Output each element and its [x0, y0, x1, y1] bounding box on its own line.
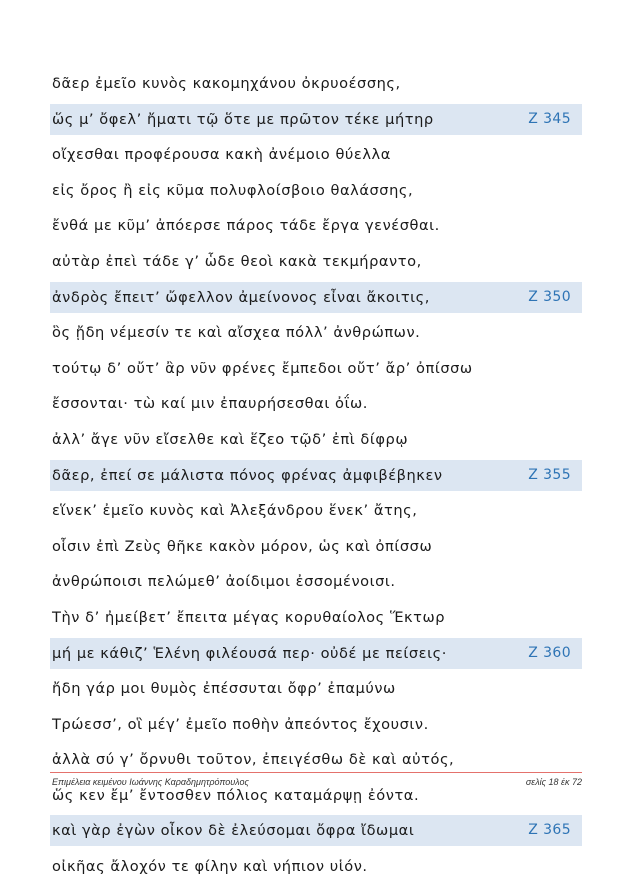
verse-text: ἔνθά με κῦμ’ ἀπόερσε πάρος τάδε ἔργα γενέσθαι.: [52, 217, 440, 235]
verse-line: [50, 424, 582, 455]
verse-text: ἀνδρὸς ἔπειτ’ ὤφελλον ἀμείνονος εἶναι ἄκοιτις,: [52, 288, 430, 306]
verse-line: [50, 175, 582, 206]
verse-text: οἷσιν ἐπὶ Ζεὺς θῆκε κακὸν μόρον, ὡς καὶ ὀπίσσω: [52, 537, 433, 555]
verse-text: οἴχεσθαι προφέρουσα κακὴ ἀνέμοιο θύελλα: [52, 146, 391, 164]
verse-text: ἔσσονται· τὼ καί μιν ἐπαυρήσεσθαι ὀΐω.: [52, 395, 368, 413]
verse-text: ὥς μ’ ὄφελ’ ἤματι τῷ ὅτε με πρῶτον τέκε μήτηρ: [52, 110, 434, 128]
verse-text: δᾶερ ἐμεῖο κυνὸς κακομηχάνου ὀκρυοέσσης,: [52, 75, 401, 92]
verse-line: [50, 709, 582, 740]
verse-list: [50, 68, 582, 882]
verse-number: Ζ 365: [528, 822, 571, 839]
verse-line: [50, 673, 582, 704]
verse-line: [50, 353, 582, 384]
verse-line-numbered: [50, 460, 582, 491]
footer-editor-credit: Επιμέλεια κειμένου Ιωάννης Καραδημητρόπουλος: [52, 777, 249, 787]
footer-divider: [50, 772, 582, 773]
verse-text: μή με κάθιζ’ Ἑλένη φιλέουσά περ· οὐδέ με πείσεις·: [52, 644, 447, 662]
verse-number: Ζ 360: [528, 644, 571, 661]
verse-line: [50, 139, 582, 170]
verse-line: [50, 531, 582, 562]
verse-text: ὃς ᾔδη νέμεσίν τε καὶ αἴσχεα πόλλ’ ἀνθρώπων.: [52, 324, 421, 342]
verse-line: [50, 317, 582, 348]
verse-number: Ζ 355: [528, 466, 571, 483]
verse-text: ἤδη γάρ μοι θυμὸς ἐπέσσυται ὄφρ’ ἐπαμύνω: [52, 680, 396, 698]
verse-text: εἵνεκ’ ἐμεῖο κυνὸς καὶ Ἀλεξάνδρου ἕνεκ’ ἄτης,: [52, 502, 418, 520]
verse-line-numbered: [50, 104, 582, 135]
footer-page-number: σελίς 18 έκ 72: [525, 777, 582, 787]
verse-text: ἀνθρώποισι πελώμεθ’ ἀοίδιμοι ἐσσομένοισι.: [52, 573, 396, 591]
verse-line-numbered: [50, 815, 582, 846]
verse-text: οἰκῆας ἄλοχόν τε φίλην καὶ νήπιον υἱόν.: [52, 858, 368, 876]
verse-line: [50, 246, 582, 277]
verse-line-numbered: [50, 638, 582, 669]
verse-line: [50, 495, 582, 526]
verse-line: [50, 851, 582, 882]
verse-number: Ζ 345: [528, 110, 571, 127]
verse-text: τούτῳ δ’ οὔτ’ ἂρ νῦν φρένες ἔμπεδοι οὔτ’ ἄρ’ ὀπίσσω: [52, 359, 473, 377]
verse-text: δᾶερ, ἐπεί σε μάλιστα πόνος φρένας ἀμφιβέβηκεν: [52, 466, 443, 484]
verse-text: αὐτὰρ ἐπεὶ τάδε γ’ ὧδε θεοὶ κακὰ τεκμήραντο,: [52, 252, 422, 270]
verse-text: Τρώεσσ’, οἳ μέγ’ ἐμεῖο ποθὴν ἀπεόντος ἔχουσιν.: [52, 715, 429, 733]
verse-text: ἀλλ’ ἄγε νῦν εἴσελθε καὶ ἕζεο τῷδ’ ἐπὶ δίφρῳ: [52, 430, 409, 448]
verse-line: [50, 388, 582, 419]
verse-text: εἰς ὄρος ἢ εἰς κῦμα πολυφλοίσβοιο θαλάσσης,: [52, 181, 414, 199]
verse-line: [50, 602, 582, 633]
verse-line: [50, 68, 582, 99]
verse-text: ὥς κεν ἔμ’ ἔντοσθεν πόλιος καταμάρψῃ ἐόντα.: [52, 786, 420, 804]
verse-text: ἀλλὰ σύ γ’ ὄρνυθι τοῦτον, ἐπειγέσθω δὲ καὶ αὐτός,: [52, 751, 455, 769]
verse-text: Τὴν δ’ ἠμείβετ’ ἔπειτα μέγας κορυθαίολος Ἕκτωρ: [52, 608, 446, 626]
verse-line: [50, 566, 582, 597]
verse-line: [50, 210, 582, 241]
verse-number: Ζ 350: [528, 288, 571, 305]
verse-line-numbered: [50, 282, 582, 313]
verse-text: καὶ γὰρ ἐγὼν οἶκον δὲ ἐλεύσομαι ὄφρα ἴδωμαι: [52, 822, 415, 840]
verse-line: [50, 744, 582, 775]
